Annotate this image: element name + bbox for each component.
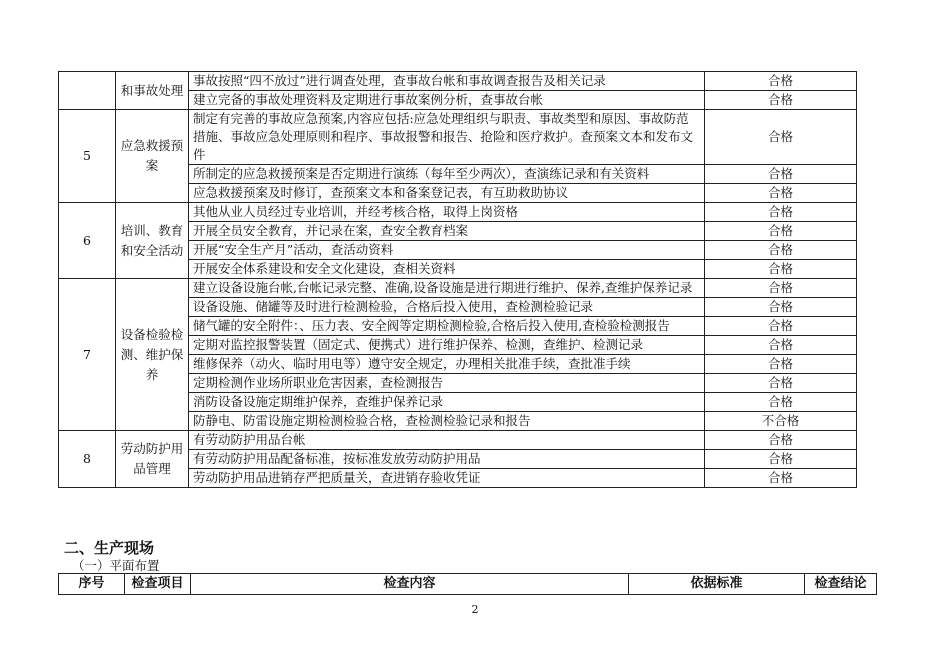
section-title: 二、生产现场 [64, 539, 155, 557]
check-content: 储气罐的安全附件：、压力表、安全阀等定期检测检验,合格后投入使用,查检验检测报告 [189, 317, 705, 336]
check-result: 合格 [705, 260, 857, 279]
check-content: 维修保养（动火、临时用电等）遵守安全规定，办理相关批准手续，查批准手续 [189, 355, 705, 374]
check-result: 合格 [705, 355, 857, 374]
check-result: 合格 [705, 298, 857, 317]
check-content: 建立完备的事故处理资料及定期进行事故案例分析，查事故台帐 [189, 91, 705, 110]
check-result: 合格 [705, 165, 857, 184]
check-result: 合格 [705, 222, 857, 241]
subsection-title: （一）平面布置 [72, 558, 160, 573]
check-result: 合格 [705, 241, 857, 260]
check-item: 设备检验检测、维护保养 [116, 279, 189, 431]
header-content: 检查内容 [191, 574, 629, 595]
check-content: 开展全员安全教育，并记录在案，查安全教育档案 [189, 222, 705, 241]
check-content: 其他从业人员经过专业培训，并经考核合格，取得上岗资格 [189, 203, 705, 222]
check-result: 合格 [705, 279, 857, 298]
header-row [59, 574, 877, 595]
row-number: 7 [59, 279, 116, 431]
check-content: 防静电、防雷设施定期检测检验合格，查检测检验记录和报告 [189, 412, 705, 431]
check-result: 合格 [705, 469, 857, 488]
check-result: 合格 [705, 393, 857, 412]
check-content: 劳动防护用品进销存严把质量关，查进销存验收凭证 [189, 469, 705, 488]
check-content: 建立设备设施台帐,台帐记录完整、准确,设备设施是进行期进行维护、保养,查维护保养记录 [189, 279, 705, 298]
check-content: 定期检测作业场所职业危害因素，查检测报告 [189, 374, 705, 393]
check-item: 培训、教育和安全活动 [116, 203, 189, 279]
row-number: 8 [59, 431, 116, 488]
check-content: 有劳动防护用品台帐 [189, 431, 705, 450]
row-number: 5 [59, 110, 116, 203]
check-result: 合格 [705, 336, 857, 355]
check-result: 合格 [705, 317, 857, 336]
check-result: 合格 [705, 91, 857, 110]
table-row [59, 203, 857, 222]
check-result: 不合格 [705, 412, 857, 431]
check-content: 定期对监控报警装置（固定式、便携式）进行维护保养、检测，查维护、检测记录 [189, 336, 705, 355]
inspection-table [58, 71, 857, 488]
check-item: 劳动防护用品管理 [116, 431, 189, 488]
check-content: 制定有完善的事故应急预案,内容应包括:应急处理组织与职责、事故类型和原因、事故防范措施、事故应急处理原则和程序、事故报警和报告、抢险和医疗救护。查预案文本和发布文件 [189, 110, 705, 165]
check-result: 合格 [705, 374, 857, 393]
table-row [59, 431, 857, 450]
check-content: 有劳动防护用品配备标准，按标准发放劳动防护用品 [189, 450, 705, 469]
check-content: 开展安全体系建设和安全文化建设，查相关资料 [189, 260, 705, 279]
check-result: 合格 [705, 72, 857, 91]
check-content: 应急救援预案及时修订，查预案文本和备案登记表，有互助救助协议 [189, 184, 705, 203]
table-row [59, 72, 857, 91]
check-content: 设备设施、储罐等及时进行检测检验，合格后投入使用，查检测检验记录 [189, 298, 705, 317]
page-number: 2 [471, 603, 479, 616]
check-result: 合格 [705, 431, 857, 450]
check-item: 应急救援预案 [116, 110, 189, 203]
row-number [59, 72, 116, 110]
check-result: 合格 [705, 203, 857, 222]
table-row [59, 279, 857, 298]
layout-table-header [58, 573, 877, 595]
check-content: 事故按照“四不放过”进行调查处理，查事故台帐和事故调查报告及相关记录 [189, 72, 705, 91]
check-result: 合格 [705, 184, 857, 203]
header-num: 序号 [59, 574, 125, 595]
row-number: 6 [59, 203, 116, 279]
check-item: 和事故处理 [116, 72, 189, 110]
check-content: 消防设备设施定期维护保养，查维护保养记录 [189, 393, 705, 412]
check-result: 合格 [705, 450, 857, 469]
table-row [59, 110, 857, 165]
header-item: 检查项目 [125, 574, 191, 595]
check-result: 合格 [705, 110, 857, 165]
header-result: 检查结论 [805, 574, 877, 595]
header-standard: 依据标准 [629, 574, 805, 595]
check-content: 所制定的应急救援预案是否定期进行演练（每年至少两次），查演练记录和有关资料 [189, 165, 705, 184]
check-content: 开展“安全生产月”活动，查活动资料 [189, 241, 705, 260]
